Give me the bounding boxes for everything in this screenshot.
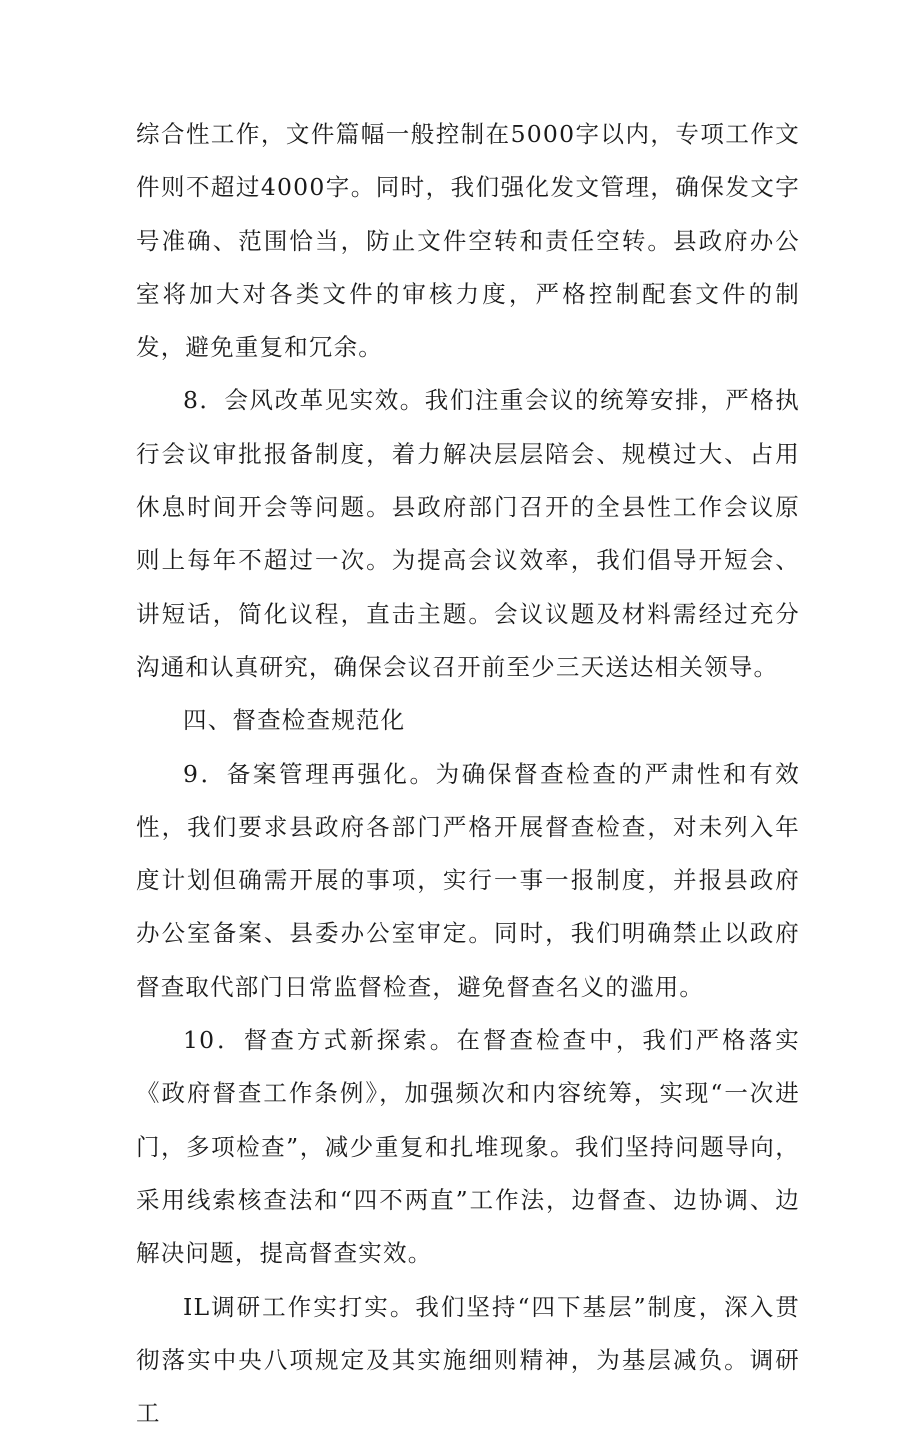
paragraph-item-8-meeting-style: 8．会风改革见实效。我们注重会议的统筹安排，严格执行会议审批报备制度，着力解决层层陪会、规模过大、占用休息时间开会等问题。县政府部门召开的全县性工作会议原则上每年不超过一次。为提高会议效率，我们倡导开短会、讲短话，简化议程，直击主题。会议议题及材料需经过充分沟通和认真研究，确保会议召开前至少三天送达相关领导。 (136, 386, 800, 681)
section-heading-inspection: 四、督查检查规范化 (183, 706, 406, 735)
paragraph-document-length: 综合性工作，文件篇幅一般控制在5000字以内，专项工作文件则不超过4000字。同时，我们强化发文管理，确保发文字号准确、范围恰当，防止文件空转和责任空转。县政府办公室将加大对各类文件的审核力度，严格控制配套文件的制发，避免重复和冗余。 (136, 120, 800, 362)
paragraph-item-11-research-work: IL调研工作实打实。我们坚持“四下基层”制度，深入贯彻落实中央八项规定及其实施细则精神，为基层减负。调研工 (136, 1292, 800, 1428)
document-body (136, 108, 800, 1440)
paragraph-item-10-inspection-methods: 10．督查方式新探索。在督查检查中，我们严格落实《政府督查工作条例》，加强频次和内容统筹，实现“一次进门，多项检查”，减少重复和扎堆现象。我们坚持问题导向，采用线索核查法和“四不两直”工作法，边督查、边协调、边解决问题，提高督查实效。 (136, 1026, 800, 1268)
paragraph-item-9-filing-management: 9．备案管理再强化。为确保督查检查的严肃性和有效性，我们要求县政府各部门严格开展督查检查，对未列入年度计划但确需开展的事项，实行一事一报制度，并报县政府办公室备案、县委办公室审定。同时，我们明确禁止以政府督查取代部门日常监督检查，避免督查名义的滥用。 (136, 759, 800, 1001)
